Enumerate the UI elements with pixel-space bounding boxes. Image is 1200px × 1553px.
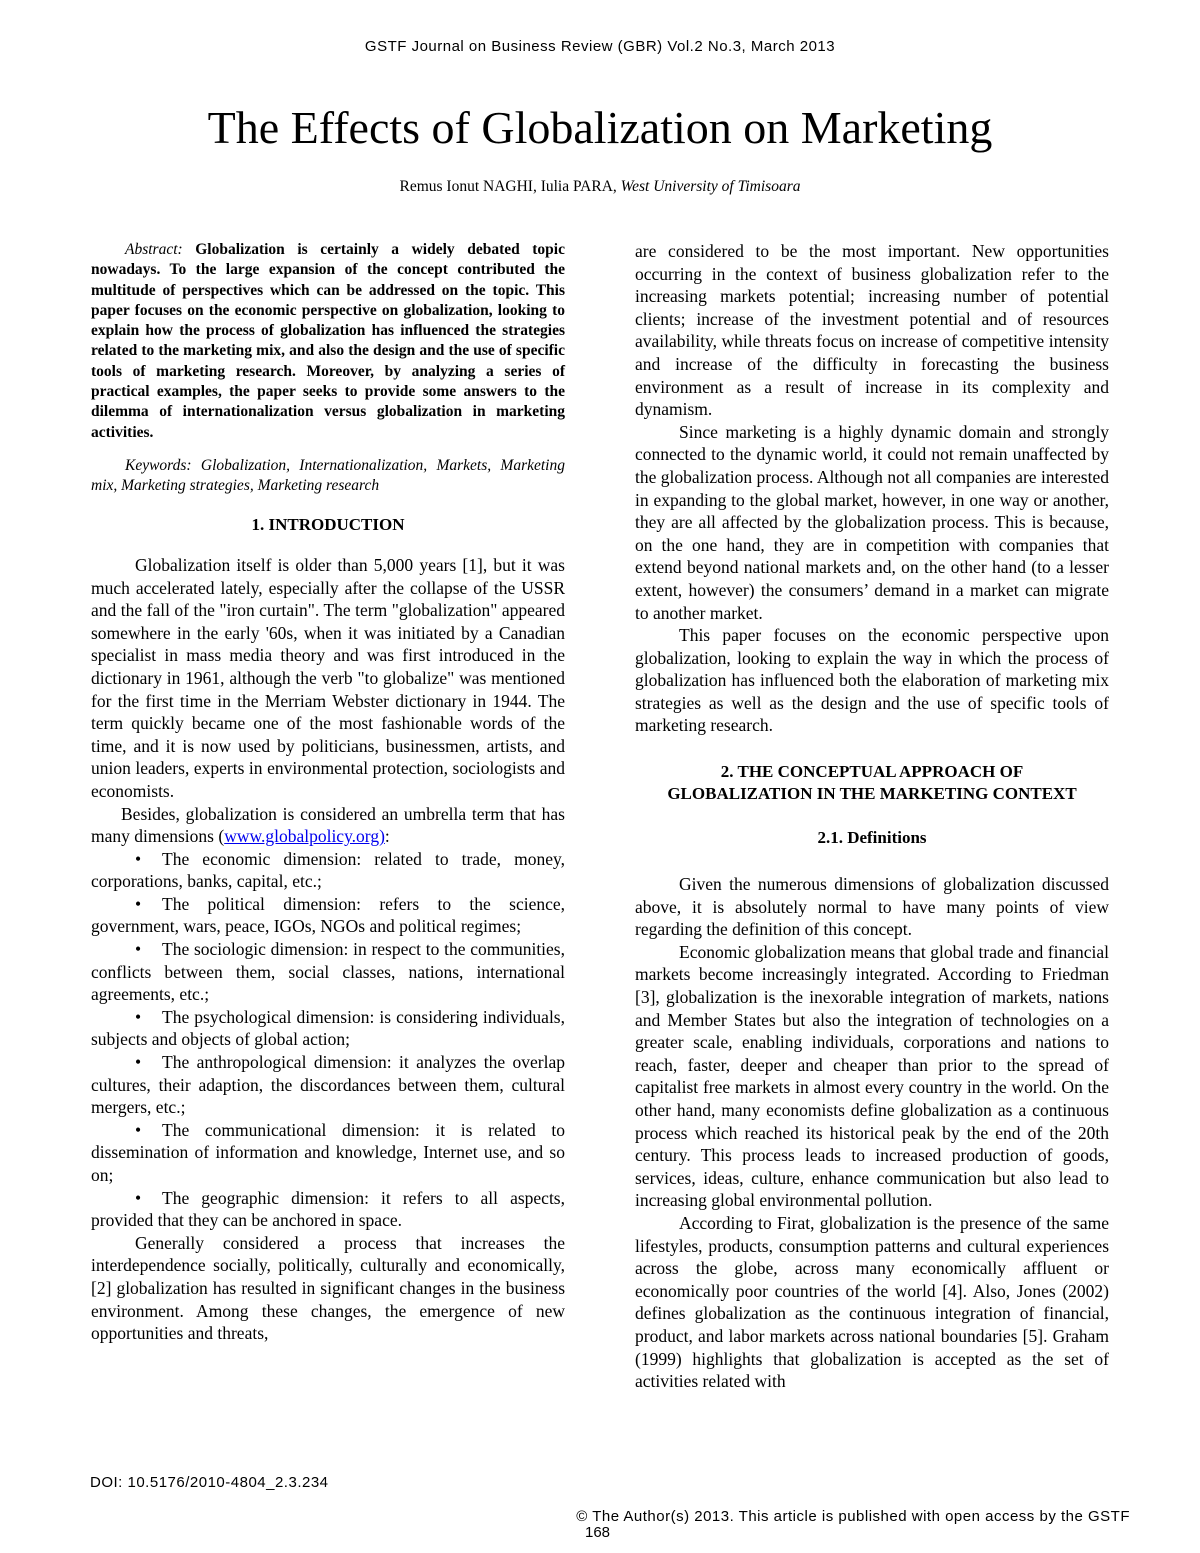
- bullet-icon: •: [135, 1119, 142, 1140]
- list-item-text: The sociologic dimension: in respect to the communities, conflicts between them, social classes, nations, international agreements, etc.;: [91, 939, 565, 1005]
- list-item: [91, 938, 565, 1006]
- section-heading-introduction: 1. INTRODUCTION: [251, 514, 405, 534]
- author-names: Remus Ionut NAGHI, Iulia PARA,: [399, 178, 621, 195]
- intro-paragraph-3: Generally considered a process that increases the interdependence socially, politically, culturally and economically, [2] globalization has resulted in significant changes in the business environment. Among these changes, the emergence of new opportunities and threats,: [91, 1232, 565, 1344]
- intro-paragraph-2: [91, 803, 565, 848]
- list-item: [91, 1119, 565, 1187]
- definitions-paragraph-1: Given the numerous dimensions of globalization discussed above, it is absolutely normal to have many points of view regarding the definition of this concept.: [635, 874, 1109, 940]
- intro-paragraph-5: Since marketing is a highly dynamic domain and strongly connected to the dynamic world, it could not remain unaffected by the globalization process. Although not all companies are interested in expanding to the global market, however, in one way or another, they are all affected by the globalization process. This is because, on the one hand, they are in competition with companies that extend beyond national markets and, on the other hand (to a lesser extent, however) the consumers’ demand in a market can migrate to another market.: [635, 421, 1109, 623]
- definitions-paragraph-2: Economic globalization means that global trade and financial markets become increasingly integrated. According to Friedman [3], globalization is the inexorable integration of markets, nations and Member States but also the integration of technologies on a greater scale, enabling individuals, corporations and nations to reach, faster, deeper and cheaper than prior to the spread of capitalist free markets in almost every country in the world. On the other hand, many economists define globalization as a continuous process which reached its historical peak by the end of the 20th century. This process leads to increased production of goods, services, ideas, culture, enhance communication but also lead to increasing global environmental pollution.: [635, 941, 1109, 1211]
- intro-paragraph-4: are considered to be the most important. New opportunities occurring in the context of business globalization refer to the increasing markets potential; increasing number of potential clients; increase of the investment potential and of resources availability, while threats focus on increase of competitive intensity and increase of the difficulty in forecasting the business environment as a result of increase in its complexity and dynamism.: [635, 241, 1109, 420]
- abstract-label: Abstract:: [125, 241, 183, 258]
- keywords-text: Globalization, Internationalization, Markets, Marketing mix, Marketing strategies, Marketing research: [91, 456, 565, 495]
- list-item: [91, 1051, 565, 1119]
- subsection-heading-definitions: 2.1. Definitions: [817, 828, 927, 848]
- section-heading-line-2: GLOBALIZATION IN THE MARKETING CONTEXT: [667, 784, 1077, 804]
- keywords-label: Keywords:: [125, 456, 192, 474]
- list-item-text: The political dimension: refers to the science, government, wars, peace, IGOs, NGOs and political regimes;: [91, 893, 565, 937]
- bullet-icon: •: [135, 939, 142, 960]
- abstract-text: Globalization is certainly a widely debated topic nowadays. To the large expansion of the concept contributed the multitude of perspectives which can be addressed on the topic. This paper focuses on the economic perspective on globalization, looking to explain how the process of globalization has influenced the strategies related to the marketing mix, and also the design and the use of specific tools of marketing research. Moreover, by analyzing a series of practical examples, the paper seeks to provide some answers to the dilemma of internationalization versus globalization in marketing activities.: [91, 241, 565, 441]
- doi: DOI: 10.5176/2010-4804_2.3.234: [90, 1474, 329, 1491]
- paper-title: The Effects of Globalization on Marketing: [207, 102, 993, 153]
- bullet-icon: •: [135, 1006, 142, 1027]
- definitions-paragraph-3: According to Firat, globalization is the presence of the same lifestyles, products, consumption patterns and cultural experiences across the globe, across many economically affluent or economically poor countries of the world [4]. Also, Jones (2002) defines globalization as the continuous integration of financial, product, and labor markets across national boundaries [5]. Graham (1999) highlights that globalization is accepted as the set of activities related with: [635, 1212, 1109, 1392]
- section-heading-line-1: 2. THE CONCEPTUAL APPROACH OF: [720, 762, 1024, 782]
- bullet-icon: •: [135, 893, 142, 914]
- list-item-text: The communicational dimension: it is related to dissemination of information and knowledge, Internet use, and so on;: [91, 1119, 565, 1185]
- bullet-icon: •: [135, 1052, 142, 1073]
- dimensions-list: [91, 848, 565, 1232]
- intro-paragraph-2-text: Besides, globalization is considered an umbrella term that has many dimensions (: [91, 803, 565, 847]
- author-line: [0, 178, 1200, 196]
- intro-paragraph-6: This paper focuses on the economic perspective upon globalization, looking to explain the way in which the process of globalization has influenced both the elaboration of marketing mix strategies as well as the design and the use of specific tools of marketing research.: [635, 625, 1109, 736]
- list-item: [91, 848, 565, 893]
- intro-paragraph-2-colon: :: [384, 826, 390, 847]
- globalpolicy-link[interactable]: www.globalpolicy.org): [224, 826, 385, 847]
- list-item-text: The geographic dimension: it refers to all aspects, provided that they can be anchored in space.: [91, 1187, 565, 1231]
- left-column: [91, 240, 565, 1345]
- list-item-text: The economic dimension: related to trade, money, corporations, banks, capital, etc.;: [91, 848, 565, 892]
- right-column: [635, 240, 1109, 1393]
- list-item: [91, 1187, 565, 1232]
- page-number: 168: [585, 1524, 611, 1541]
- copyright-notice: © The Author(s) 2013. This article is published with open access by the GSTF: [576, 1508, 1130, 1525]
- bullet-icon: •: [135, 1187, 142, 1208]
- list-item: [91, 893, 565, 938]
- abstract: [91, 240, 565, 443]
- running-header: GSTF Journal on Business Review (GBR) Vol.2 No.3, March 2013: [364, 38, 836, 55]
- list-item-text: The psychological dimension: is considering individuals, subjects and objects of global action;: [91, 1006, 565, 1050]
- author-affiliation: West University of Timisoara: [620, 178, 801, 195]
- keywords: [91, 456, 565, 497]
- list-item-text: The anthropological dimension: it analyzes the overlap cultures, their adaption, the discordances between them, cultural mergers, etc.;: [91, 1052, 565, 1118]
- section-heading-conceptual-approach: [635, 761, 1109, 805]
- list-item: [91, 1006, 565, 1051]
- bullet-icon: •: [135, 848, 142, 869]
- intro-paragraph-1: Globalization itself is older than 5,000 years [1], but it was much accelerated lately, especially after the collapse of the USSR and the fall of the "iron curtain". The term "globalization" appeared somewhere in the early '60s, when it was initiated by a Canadian specialist in mass media theory and was first introduced in the dictionary in 1961, although the verb "to globalize" was mentioned for the first time in the Merriam Webster dictionary in 1944. The term quickly became one of the most fashionable words of the time, and it is now used by politicians, businessmen, artists, and union leaders, experts in environmental protection, sociologists and economists.: [91, 554, 565, 801]
